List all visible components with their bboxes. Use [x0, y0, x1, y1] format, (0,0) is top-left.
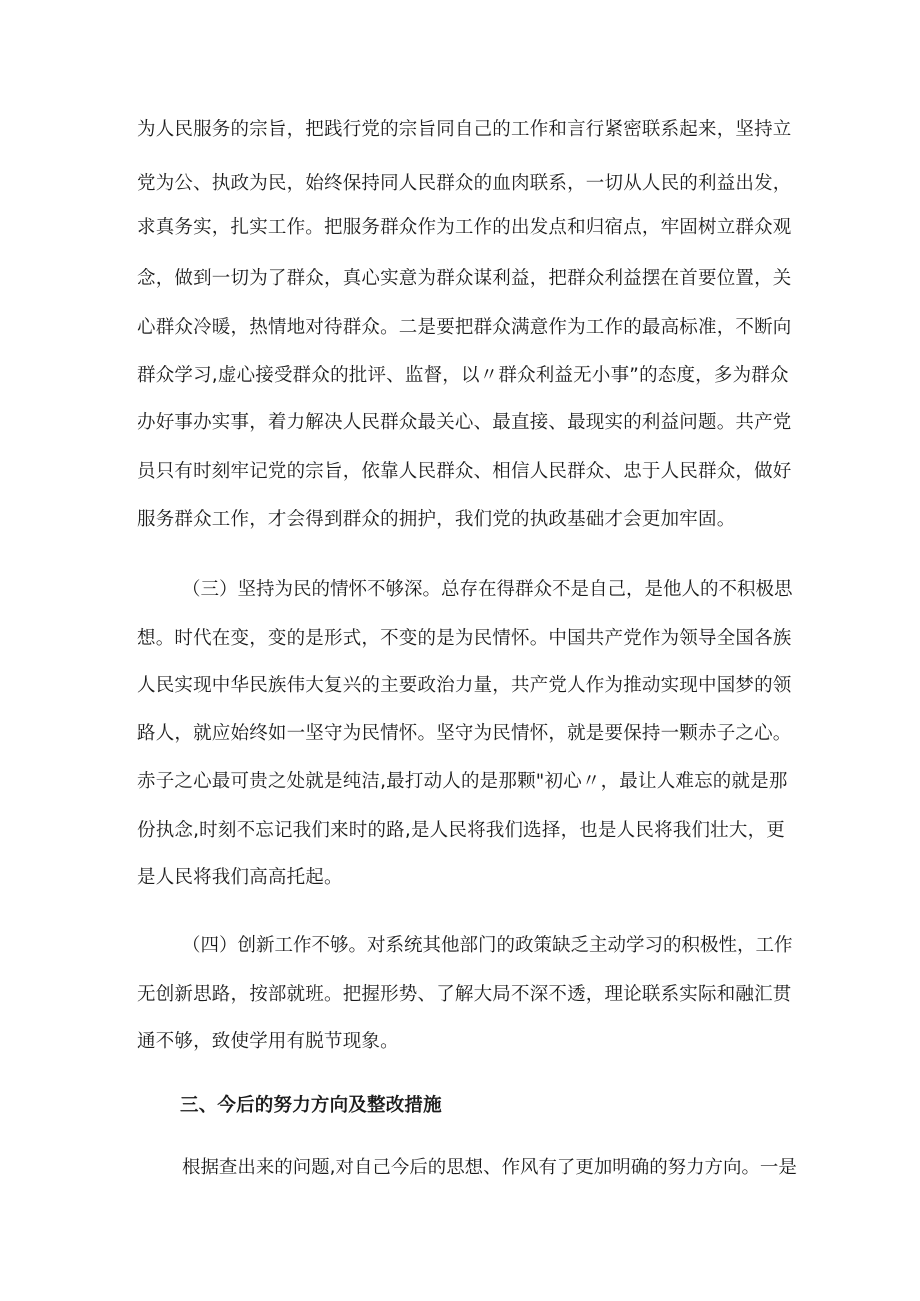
- text-line: 员只有时刻牢记党的宗旨，依靠人民群众、相信人民群众、忠于人民群众，做好: [137, 461, 792, 482]
- text-line: 份执念,时刻不忘记我们来时的路,是人民将我们选择，也是人民将我们壮大，更: [137, 820, 785, 841]
- text-line: 为人民服务的宗旨，把践行党的宗旨同自己的工作和言行紧密联系起来，坚持立: [137, 119, 792, 140]
- text-line: 赤子之心最可贵之处就是纯洁,最打动人的是那颗"初心〃，最让人难忘的就是那: [137, 771, 788, 792]
- text-line: 想。时代在变，变的是形式，不变的是为民情怀。中国共产党作为领导全国各族: [137, 628, 792, 649]
- text-line: （三）坚持为民的情怀不够深。总存在得群众不是自己，是他人的不积极思: [182, 579, 793, 600]
- text-line: 心群众冷暖，热情地对待群众。二是要把群众满意作为工作的最高标准，不断向: [137, 317, 792, 338]
- text-line: 服务群众工作，才会得到群众的拥护，我们党的执政基础才会更加牢固。: [137, 509, 736, 530]
- text-line: 群众学习,虚心接受群众的批评、监督，以〃群众利益无小事”的态度，多为群众: [137, 365, 789, 386]
- text-line: 办好事办实事，着力解决人民群众最关心、最直接、最现实的利益问题。共产党: [137, 412, 792, 433]
- text-line: 念，做到一切为了群众，真心实意为群众谋利益，把群众利益摆在首要位置，关: [137, 268, 792, 289]
- text-line: 通不够，致使学用有脱节现象。: [137, 1031, 399, 1052]
- text-line: （四）创新工作不够。对系统其他部门的政策缺乏主动学习的积极性，工作: [182, 935, 793, 956]
- text-line: 根据查出来的问题,对自己今后的思想、作风有了更加明确的努力方向。一是: [182, 1157, 797, 1178]
- text-line: 求真务实，扎实工作。把服务群众作为工作的出发点和归宿点，牢固树立群众观: [137, 217, 792, 238]
- text-line: 无创新思路，按部就班。把握形势、了解大局不深不透，理论联系实际和融汇贯: [137, 984, 792, 1005]
- text-line: 路人，就应始终如一坚守为民情怀。坚守为民情怀，就是要保持一颗赤子之心。: [137, 723, 792, 744]
- text-line: 人民实现中华民族伟大复兴的主要政治力量，共产党人作为推动实现中国梦的领: [137, 675, 792, 696]
- section-heading: 三、今后的努力方向及整改措施: [180, 1095, 442, 1116]
- text-line: 党为公、执政为民，始终保持同人民群众的血肉联系，一切从人民的利益出发，: [137, 173, 792, 194]
- text-line: 是人民将我们高高托起。: [137, 867, 343, 888]
